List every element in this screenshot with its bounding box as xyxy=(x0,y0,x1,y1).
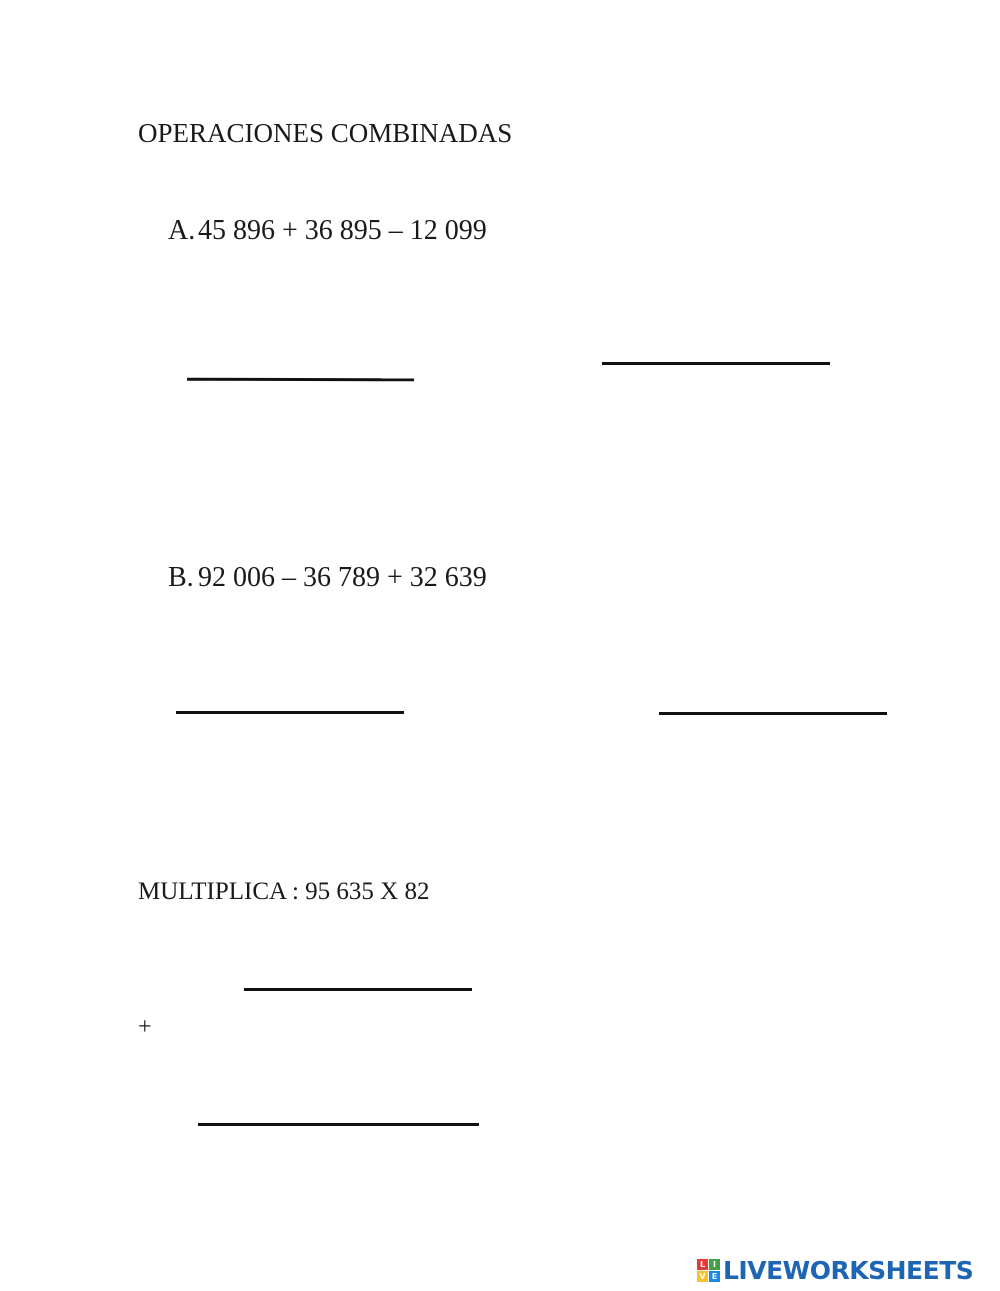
logo-block-l: L xyxy=(697,1259,708,1270)
multiply-line-bottom xyxy=(198,1123,479,1126)
problem-a xyxy=(168,217,487,245)
problem-b-expression: 92 006 – 36 789 + 32 639 xyxy=(198,562,487,593)
logo-block-e: E xyxy=(709,1271,720,1282)
brand-name: LIVEWORKSHEETS xyxy=(723,1255,974,1285)
problem-a-expression: 45 896 + 36 895 – 12 099 xyxy=(198,215,487,246)
logo-block-i: I xyxy=(709,1259,720,1270)
problem-b-letter: B. xyxy=(168,562,194,593)
liveworksheets-logo xyxy=(697,1254,973,1286)
worksheet-title: OPERACIONES COMBINADAS xyxy=(138,118,513,148)
plus-sign: + xyxy=(138,1014,152,1040)
multiply-label: MULTIPLICA : 95 635 X 82 xyxy=(138,878,430,905)
logo-block-v: V xyxy=(697,1271,708,1282)
answer-line-a-right xyxy=(602,362,830,365)
answer-line-b-right xyxy=(659,712,887,715)
problem-b xyxy=(168,564,487,592)
logo-blocks-icon xyxy=(697,1259,720,1282)
answer-line-a-left xyxy=(187,378,414,382)
answer-line-b-left xyxy=(176,711,404,714)
problem-a-letter: A. xyxy=(168,215,196,246)
multiply-line-top xyxy=(244,988,472,991)
